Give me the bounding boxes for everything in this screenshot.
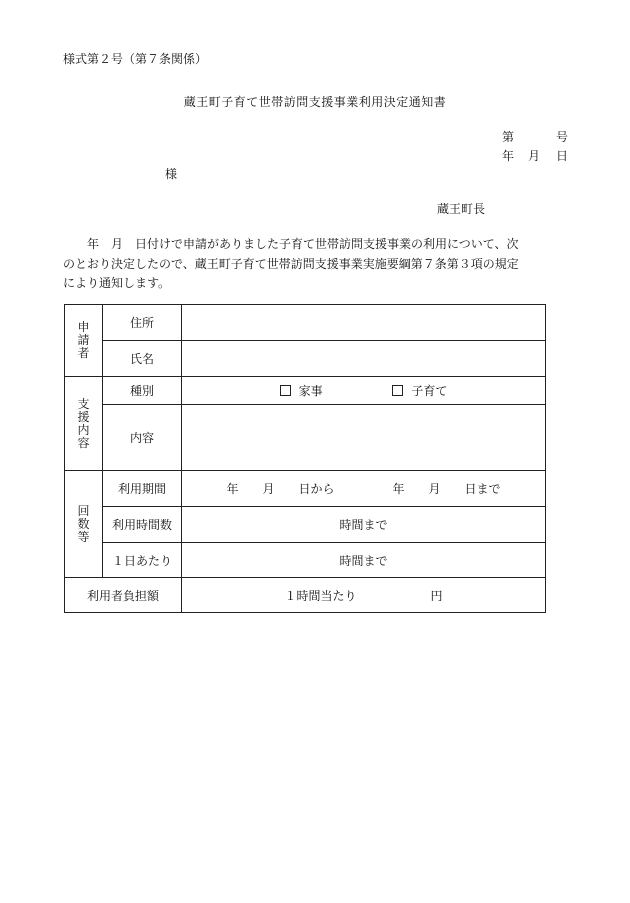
body-text — [63, 235, 573, 294]
address-label: 住所 — [103, 305, 182, 341]
doc-number-prefix: 第 — [502, 130, 515, 144]
housework-option: 家事 — [298, 384, 323, 398]
period-from-year: 年 — [226, 482, 239, 496]
content-field[interactable] — [182, 405, 546, 471]
issuer: 蔵王町長 — [437, 202, 486, 216]
childcare-option: 子育て — [411, 384, 448, 398]
per-day-field[interactable] — [182, 543, 546, 578]
addressee-suffix: 様 — [165, 167, 178, 181]
type-label: 種別 — [103, 377, 182, 405]
period-to-month: 月 — [428, 482, 441, 496]
applicant-group-label: 申請者 — [77, 320, 90, 360]
fee-unit: 円 — [430, 588, 443, 603]
content-label: 内容 — [103, 405, 182, 471]
hours-field[interactable] — [182, 507, 546, 543]
period-to-year: 年 — [392, 482, 405, 496]
fee-label: 利用者負担額 — [65, 578, 182, 613]
support-group-cell — [65, 377, 103, 471]
count-group-label: 回数等 — [77, 503, 90, 544]
applicant-group-cell — [65, 305, 103, 377]
date-day: 日 — [556, 149, 569, 163]
body-line-2: のとおり決定したので、蔵王町子育て世帯訪問支援事業実施要綱第７条第３項の規定 — [63, 256, 519, 271]
housework-checkbox[interactable] — [280, 385, 291, 396]
period-from-month: 月 — [262, 482, 275, 496]
doc-number-suffix: 号 — [556, 130, 569, 144]
period-label: 利用期間 — [103, 471, 182, 507]
name-label: 氏名 — [103, 341, 182, 377]
per-day-label: １日あたり — [103, 543, 182, 578]
per-day-value: 時間まで — [339, 553, 388, 568]
date-year: 年 — [502, 149, 515, 163]
count-group-cell — [65, 471, 103, 578]
document-title: 蔵王町子育て世帯訪問支援事業利用決定通知書 — [183, 95, 447, 109]
address-field[interactable] — [182, 305, 546, 341]
fee-per-hour: １時間当たり — [284, 588, 357, 603]
hours-label: 利用時間数 — [103, 507, 182, 543]
date-month: 月 — [528, 149, 541, 163]
form-number: 様式第２号（第７条関係） — [63, 52, 208, 66]
period-to-day: 日まで — [464, 482, 501, 496]
support-group-label: 支援内容 — [77, 396, 90, 450]
body-line-3: により通知します。 — [63, 276, 171, 290]
name-field[interactable] — [182, 341, 546, 377]
fee-field[interactable] — [182, 578, 546, 613]
hours-value: 時間まで — [339, 518, 388, 532]
decision-table — [64, 304, 546, 613]
period-field[interactable] — [182, 471, 546, 507]
childcare-checkbox[interactable] — [392, 385, 403, 396]
type-options — [182, 377, 546, 405]
period-from-day: 日から — [298, 482, 335, 496]
body-line-1: 年 月 日付けで申請がありました子育て世帯訪問支援事業の利用について、次 — [87, 237, 519, 251]
